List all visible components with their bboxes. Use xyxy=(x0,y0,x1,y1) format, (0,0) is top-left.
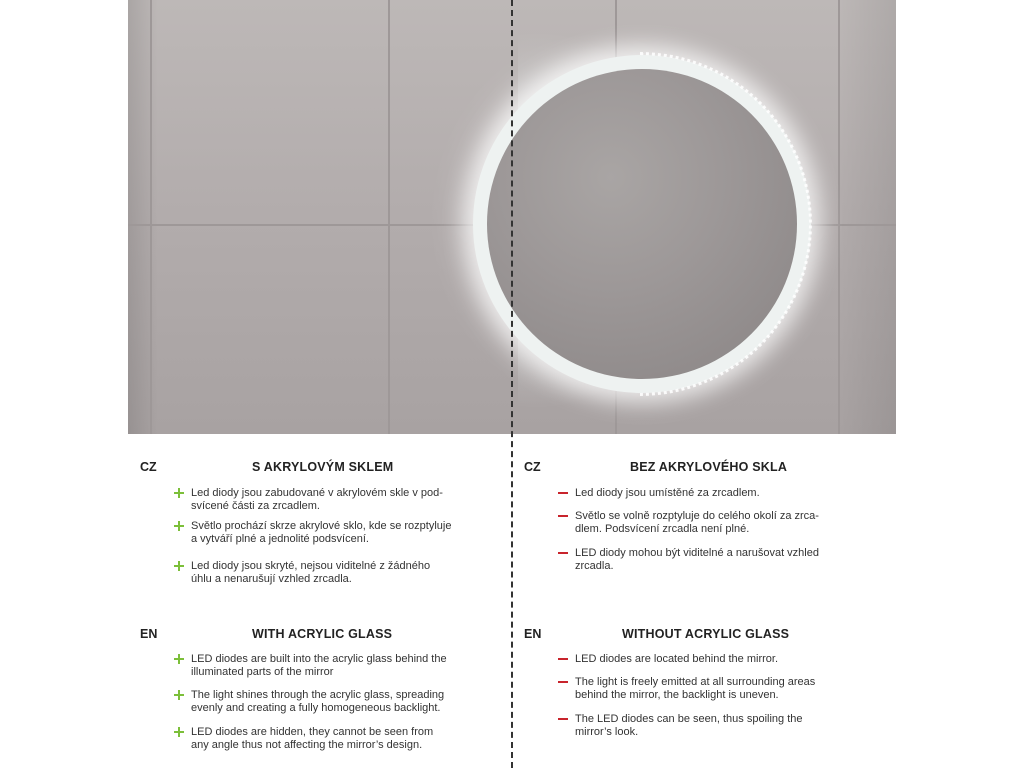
lang-label-cz-right: CZ xyxy=(524,460,541,474)
minus-icon xyxy=(557,653,569,665)
list-item: LED diodes are built into the acrylic glass behind the illuminated parts of the mirror xyxy=(191,653,481,689)
visible-led-dots xyxy=(640,52,812,396)
plus-icon xyxy=(173,560,185,572)
minus-icon xyxy=(557,676,569,688)
lang-label-en-right: EN xyxy=(524,627,542,641)
list-item: Led diody jsou skryté, nejsou viditelné z žádného úhlu a nenarušují vzhled zrcadla. xyxy=(191,560,481,593)
plus-icon xyxy=(173,520,185,532)
heading-en-without: WITHOUT ACRYLIC GLASS xyxy=(622,627,790,641)
list-item: Led diody jsou zabudované v akrylovém skle v pod- svícené části za zrcadlem. xyxy=(191,487,481,520)
list-en-with xyxy=(191,653,481,756)
list-cz-without xyxy=(575,487,865,580)
minus-icon xyxy=(557,713,569,725)
plus-icon xyxy=(173,487,185,499)
plus-icon xyxy=(173,689,185,701)
comparison-divider xyxy=(511,0,513,768)
minus-icon xyxy=(557,487,569,499)
lang-label-en-left: EN xyxy=(140,627,158,641)
list-item: LED diodes are located behind the mirror. xyxy=(575,653,865,676)
list-item: Led diody jsou umístěné za zrcadlem. xyxy=(575,487,865,510)
list-en-without xyxy=(575,653,865,743)
minus-icon xyxy=(557,510,569,522)
lang-label-cz-left: CZ xyxy=(140,460,157,474)
list-item: LED diodes are hidden, they cannot be seen from any angle thus not affecting the mirror’s design. xyxy=(191,726,481,756)
heading-cz-with: S AKRYLOVÝM SKLEM xyxy=(252,460,394,474)
heading-en-with: WITH ACRYLIC GLASS xyxy=(252,627,393,641)
list-item: The light is freely emitted at all surrounding areas behind the mirror, the backlight is uneven. xyxy=(575,676,865,713)
list-item: LED diody mohou být viditelné a narušovat vzhled zrcadla. xyxy=(575,547,865,580)
minus-icon xyxy=(557,547,569,559)
plus-icon xyxy=(173,726,185,738)
list-cz-with xyxy=(191,487,481,593)
plus-icon xyxy=(173,653,185,665)
list-item: Světlo prochází skrze akrylové sklo, kde se rozptyluje a vytváří plné a jednolité podsvícení. xyxy=(191,520,481,560)
list-item: Světlo se volně rozptyluje do celého okolí za zrca- dlem. Podsvícení zrcadla není plné. xyxy=(575,510,865,547)
list-item: The LED diodes can be seen, thus spoiling the mirror’s look. xyxy=(575,713,865,743)
list-item: The light shines through the acrylic glass, spreading evenly and creating a fully homogeneous backlight. xyxy=(191,689,481,726)
heading-cz-without: BEZ AKRYLOVÉHO SKLA xyxy=(630,460,788,474)
